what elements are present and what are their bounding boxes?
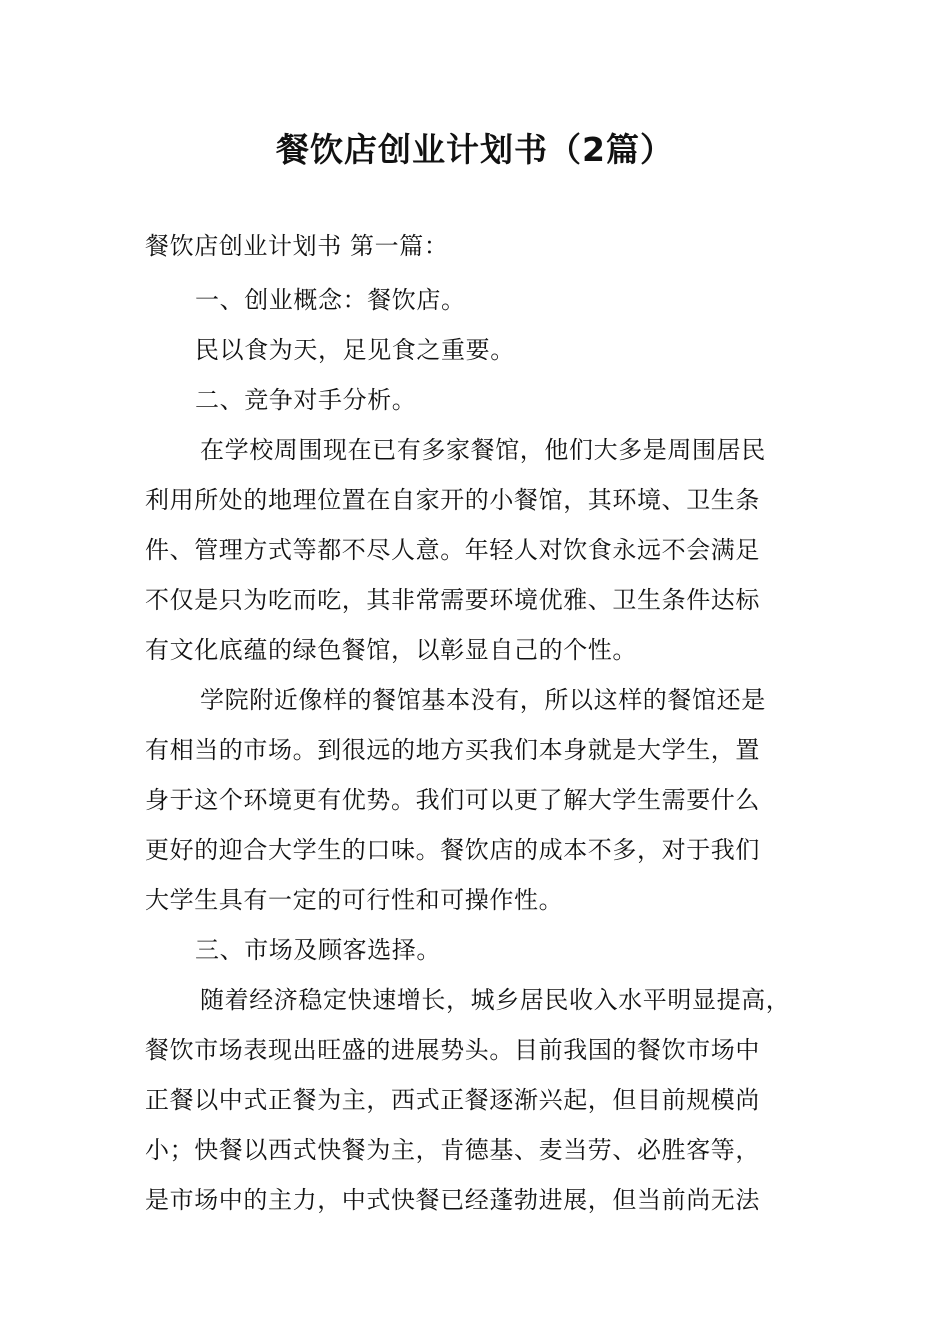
paragraph-line: 更好的迎合大学生的口味。餐饮店的成本不多，对于我们 xyxy=(145,836,760,864)
paragraph-line: 二、竞争对手分析。 xyxy=(195,386,417,414)
paragraph-line: 正餐以中式正餐为主，西式正餐逐渐兴起，但目前规模尚 xyxy=(145,1086,760,1114)
paragraph-line: 随着经济稳定快速增长，城乡居民收入水平明显提高， xyxy=(200,986,791,1014)
paragraph-line: 在学校周围现在已有多家餐馆，他们大多是周围居民 xyxy=(200,436,766,464)
paragraph-line: 餐饮市场表现出旺盛的进展势头。目前我国的餐饮市场中 xyxy=(145,1036,760,1064)
paragraph-line: 不仅是只为吃而吃，其非常需要环境优雅、卫生条件达标 xyxy=(145,586,760,614)
paragraph-line: 身于这个环境更有优势。我们可以更了解大学生需要什么 xyxy=(145,786,760,814)
paragraph-line: 有相当的市场。到很远的地方买我们本身就是大学生，置 xyxy=(145,736,760,764)
paragraph-line: 学院附近像样的餐馆基本没有，所以这样的餐馆还是 xyxy=(200,686,766,714)
paragraph-line: 利用所处的地理位置在自家开的小餐馆，其环境、卫生条 xyxy=(145,486,760,514)
paragraph-line: 有文化底蕴的绿色餐馆，以彰显自己的个性。 xyxy=(145,636,637,664)
paragraph-line: 大学生具有一定的可行性和可操作性。 xyxy=(145,886,564,914)
paragraph-line: 是市场中的主力，中式快餐已经蓬勃进展，但当前尚无法 xyxy=(145,1186,760,1214)
document-title: 餐饮店创业计划书（2篇） xyxy=(276,130,674,169)
paragraph-line: 件、管理方式等都不尽人意。年轻人对饮食永远不会满足 xyxy=(145,536,760,564)
section-heading: 餐饮店创业计划书 第一篇： xyxy=(145,232,449,260)
paragraph-line: 一、创业概念：餐饮店。 xyxy=(195,286,466,314)
paragraph-line: 民以食为天，足见食之重要。 xyxy=(195,336,515,364)
paragraph-line: 小；快餐以西式快餐为主，肯德基、麦当劳、必胜客等， xyxy=(145,1136,760,1164)
paragraph-line: 三、市场及顾客选择。 xyxy=(195,936,441,964)
